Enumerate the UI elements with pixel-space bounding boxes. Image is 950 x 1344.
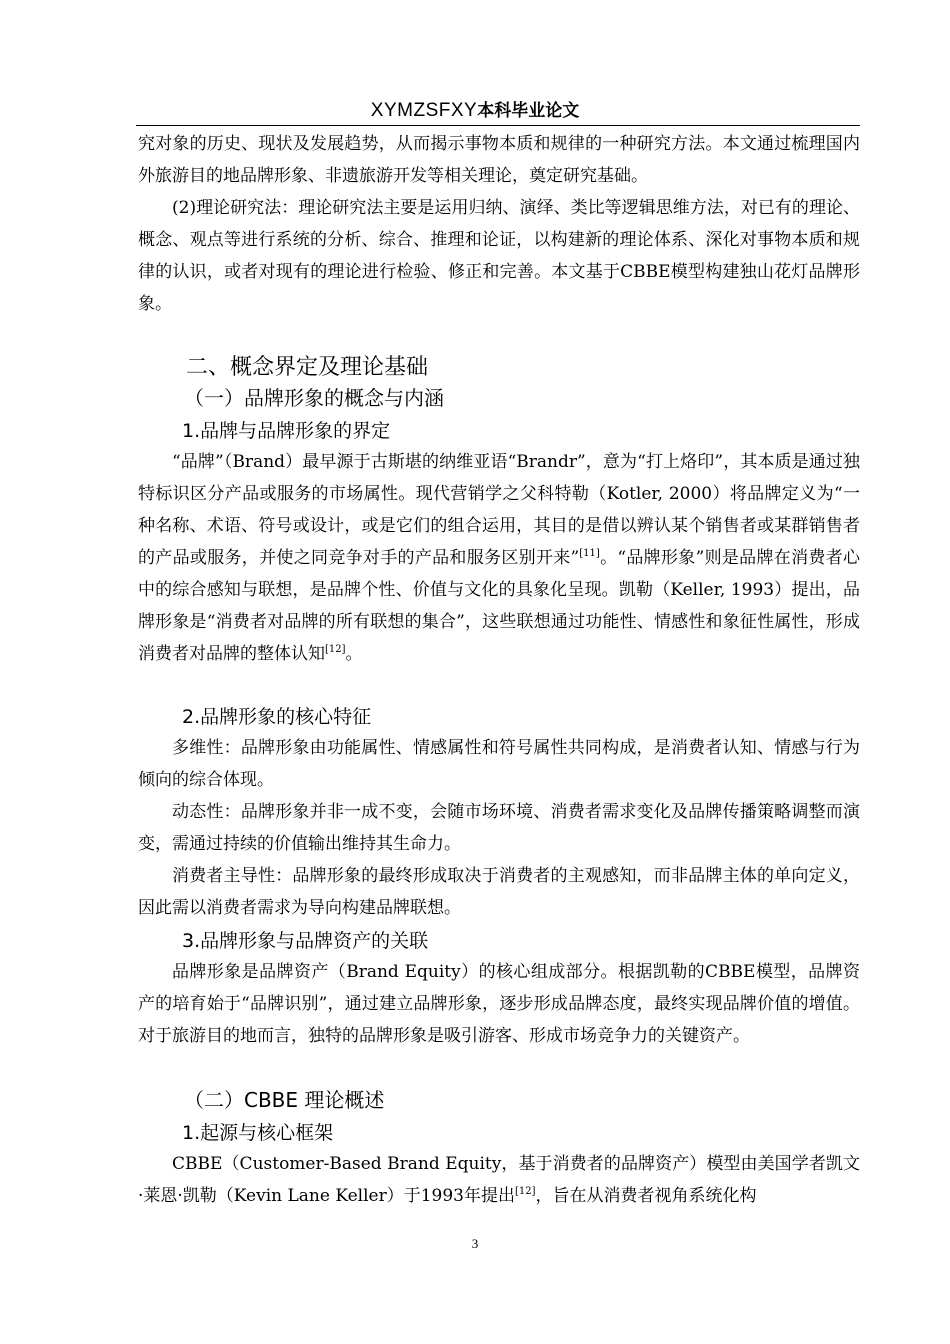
paragraph-text: ，旨在从消费者视角系统化构: [535, 1186, 757, 1206]
running-header: [0, 96, 950, 122]
paragraph-research-method-cont: 究对象的历史、现状及发展趋势，从而揭示事物本质和规律的一种研究方法。本文通过梳理国内外旅游目的地品牌形象、非遗旅游开发等相关理论，奠定研究基础。: [138, 134, 860, 186]
paragraph-consumer-led: 消费者主导性：品牌形象的最终形成取决于消费者的主观感知，而非品牌主体的单向定义，因此需以消费者需求为导向构建品牌联想。: [138, 866, 860, 918]
section-heading-brand-image: （一）品牌形象的概念与内涵: [184, 386, 444, 410]
paragraph-theory-method: (2)理论研究法：理论研究法主要是运用归纳、演绎、类比等逻辑思维方法，对已有的理论、概念、观点等进行系统的分析、综合、推理和论证，以构建新的理论体系、深化对事物本质和规律的认识，或者对现有的理论进行检验、修正和完善。本文基于CBBE模型构建独山花灯品牌形象。: [138, 198, 860, 314]
subheading-origin: 1.起源与核心框架: [182, 1122, 334, 1144]
section-heading-cbbe: （二）CBBE 理论概述: [184, 1088, 385, 1112]
paragraph-text: “品牌”（Brand）最早源于古斯堪的纳维亚语“Brandr”，意为“打上烙印”，其本质是通过独特标识区分产品或服务的市场属性。现代营销学之父科特勒（Kotler, 2000）将品牌定义为“一种名称、术语、符号或设计，或是它们的组合运用，其目的是借以辨认某个销售者或某群销售者的产品或服务，并使之同竞争对手的产品和服务区别开来”: [138, 452, 860, 568]
paragraph-brand-equity: 品牌形象是品牌资产（Brand Equity）的核心组成部分。根据凯勒的CBBE模型，品牌资产的培育始于“品牌识别”，通过建立品牌形象，逐步形成品牌态度，最终实现品牌价值的增值。对于旅游目的地而言，独特的品牌形象是吸引游客、形成市场竞争力的关键资产。: [138, 962, 860, 1046]
citation-ref: [11]: [579, 548, 600, 559]
paragraph-multidimensional: 多维性：品牌形象由功能属性、情感属性和符号属性共同构成，是消费者认知、情感与行为倾向的综合体现。: [138, 738, 860, 790]
header-code: XYMZSFXY: [370, 100, 478, 121]
subheading-brand-equity: 3.品牌形象与品牌资产的关联: [182, 930, 429, 952]
citation-ref: [12]: [325, 644, 346, 655]
page-number: 3: [471, 1236, 479, 1251]
paragraph-text: 。“品牌形象”则是品牌在消费者心中的综合感知与联想，是品牌个性、价值与文化的具象化呈现。凯勒（Keller, 1993）提出，品牌形象是“消费者对品牌的所有联想的集合”，这些联想通过功能性、情感性和象征性属性，形成消费者对品牌的整体认知: [138, 548, 860, 664]
subheading-core-features: 2.品牌形象的核心特征: [182, 706, 372, 728]
paragraph-text: CBBE（Customer-Based Brand Equity，基于消费者的品牌资产）模型由美国学者凯文·莱恩·凯勒（Kevin Lane Keller）于1993年提出: [138, 1154, 860, 1206]
header-label: 本科毕业论文: [477, 101, 580, 121]
subheading-brand-definition: 1.品牌与品牌形象的界定: [182, 420, 391, 442]
paragraph-cbbe-origin: [138, 1148, 860, 1212]
citation-ref: [12]: [514, 1186, 536, 1197]
paragraph-dynamic: 动态性：品牌形象并非一成不变，会随市场环境、消费者需求变化及品牌传播策略调整而演变，需通过持续的价值输出维持其生命力。: [138, 802, 860, 854]
paragraph-text: 。: [345, 644, 363, 664]
paragraph-brand-definition: [138, 446, 860, 670]
header-rule: [136, 125, 860, 126]
chapter-heading: 二、概念界定及理论基础: [186, 355, 429, 380]
